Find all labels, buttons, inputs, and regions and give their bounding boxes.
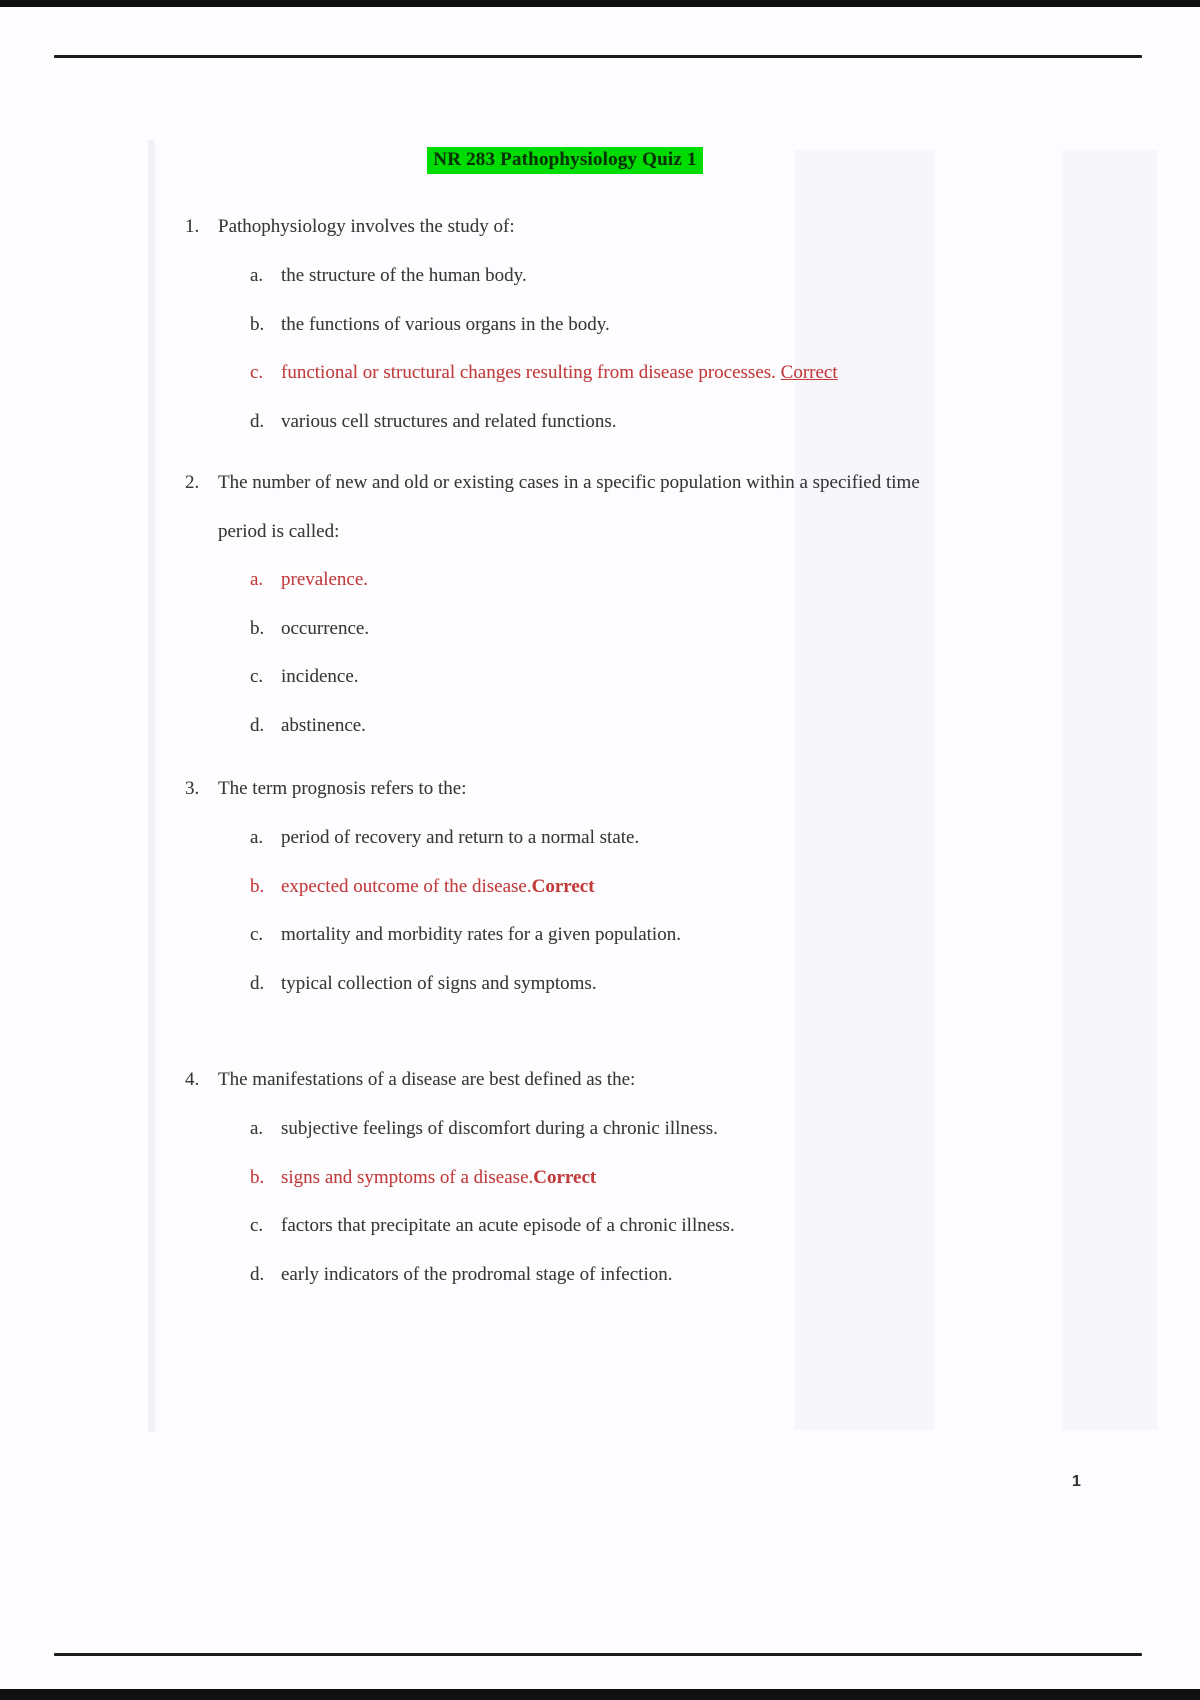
option-letter: b. (250, 875, 265, 897)
option-row (185, 1213, 1065, 1239)
option-letter: b. (250, 617, 265, 639)
option-letter: d. (250, 714, 265, 736)
option-letter: b. (250, 313, 265, 335)
option-text: subjective feelings of discomfort during a chronic illness. (281, 1118, 718, 1139)
question-text (185, 458, 973, 556)
option-row (185, 1116, 1065, 1142)
option-row (185, 263, 1065, 289)
correct-answer-label: Correct (531, 875, 595, 897)
option-row (185, 874, 1065, 900)
option-row (185, 1165, 1065, 1191)
page-number: 1 (1072, 1473, 1081, 1490)
top-edge-bar (0, 0, 1200, 7)
question-number: 1. (185, 216, 200, 237)
correct-answer-label: Correct (533, 1166, 597, 1188)
option-text: functional or structural changes resulting from disease processes. (281, 362, 776, 383)
option-text: occurrence. (281, 617, 370, 639)
option-text: incidence. (281, 666, 359, 687)
page-title-wrap (0, 147, 1130, 174)
page-title: NR 283 Pathophysiology Quiz 1 (427, 147, 702, 174)
option-letter: b. (250, 1166, 265, 1188)
question-number: 2. (185, 472, 200, 493)
option-text: various cell structures and related functions. (281, 410, 617, 432)
question-text (185, 214, 1065, 240)
question-text-body: Pathophysiology involves the study of: (218, 216, 515, 237)
question-number: 3. (185, 778, 200, 799)
question-text-body: The number of new and old or existing cases in a specific population within a specified time period is called: (218, 472, 920, 542)
option-text: the structure of the human body. (281, 265, 527, 286)
option-letter: d. (250, 972, 265, 994)
option-row (185, 616, 1065, 642)
question-block (185, 458, 1065, 761)
question-text (185, 1067, 1065, 1093)
question-block (185, 1067, 1065, 1310)
bottom-border-line (54, 1653, 1142, 1656)
option-row (185, 360, 1065, 386)
question-text-body: The manifestations of a disease are best defined as the: (218, 1069, 636, 1090)
option-letter: c. (250, 1215, 264, 1236)
question-text (185, 776, 1065, 802)
option-text: abstinence. (281, 714, 366, 736)
option-letter: c. (250, 924, 264, 945)
scanned-page-edge-shadow (148, 140, 155, 1432)
question-block (185, 776, 1065, 1019)
option-text: the functions of various organs in the body. (281, 313, 610, 335)
option-letter: a. (250, 265, 264, 286)
option-row (185, 825, 1065, 851)
option-text: early indicators of the prodromal stage of infection. (281, 1263, 673, 1285)
question-number: 4. (185, 1069, 200, 1090)
option-letter: a. (250, 1118, 264, 1139)
top-border-line (54, 55, 1142, 58)
option-letter: a. (250, 569, 264, 590)
option-letter: a. (250, 827, 264, 848)
bottom-edge-bar (0, 1689, 1200, 1700)
option-letter: c. (250, 362, 264, 383)
option-row (185, 971, 1065, 997)
option-text: prevalence. (281, 569, 369, 590)
option-text: mortality and morbidity rates for a given population. (281, 924, 681, 945)
question-text-body: The term prognosis refers to the: (218, 778, 467, 799)
option-letter: d. (250, 1263, 265, 1285)
option-letter: c. (250, 666, 264, 687)
option-row (185, 409, 1065, 435)
option-text: factors that precipitate an acute episode of a chronic illness. (281, 1215, 735, 1236)
option-row (185, 312, 1065, 338)
option-text: expected outcome of the disease. (281, 875, 532, 897)
scan-artifact-band (1062, 150, 1157, 1430)
option-row (185, 713, 1065, 739)
correct-answer-label: Correct (780, 362, 838, 383)
option-text: typical collection of signs and symptoms. (281, 972, 597, 994)
option-row (185, 664, 1065, 690)
option-row (185, 567, 1065, 593)
option-row (185, 1262, 1065, 1288)
option-text: period of recovery and return to a normal state. (281, 827, 640, 848)
option-text: signs and symptoms of a disease. (281, 1166, 534, 1188)
option-row (185, 922, 1065, 948)
question-block (185, 214, 1065, 457)
option-letter: d. (250, 410, 265, 432)
